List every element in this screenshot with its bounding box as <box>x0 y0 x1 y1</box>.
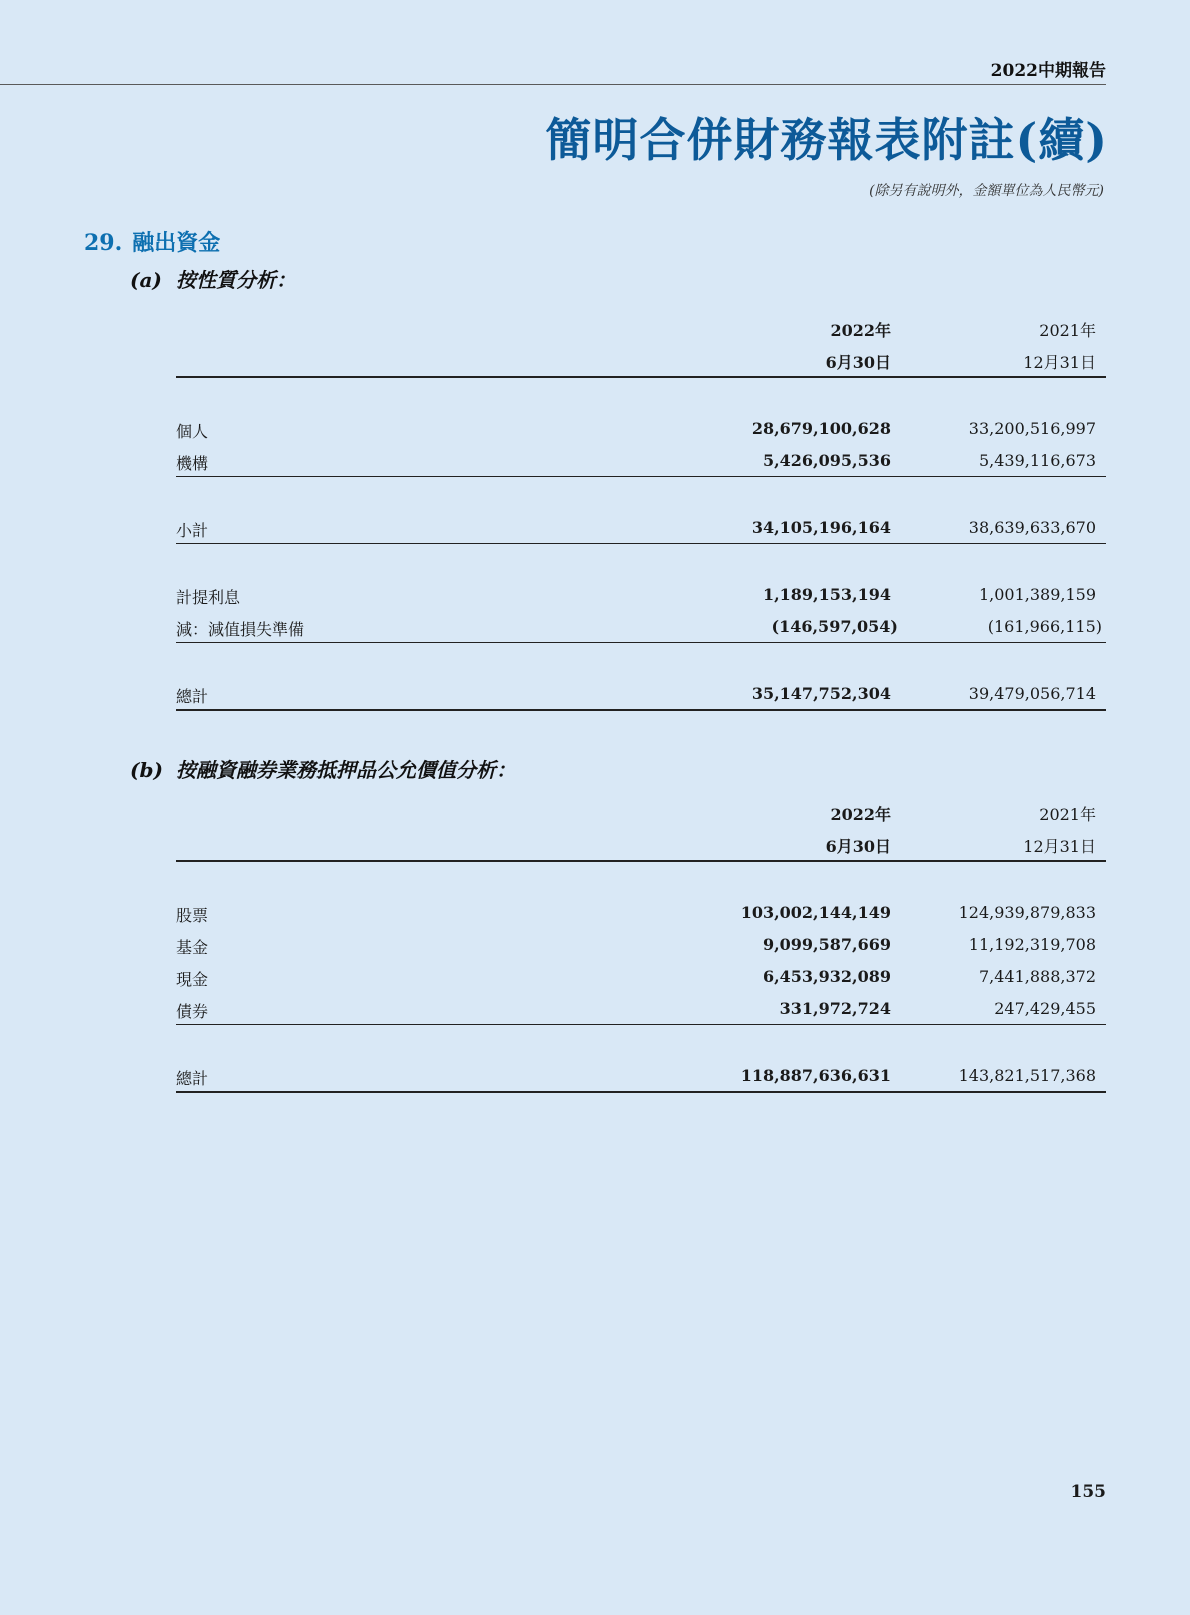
table-row <box>176 578 1106 610</box>
value-2022: 9,099,587,669 <box>762 935 891 954</box>
value-2022: 1,189,153,194 <box>762 585 891 604</box>
table-b-header-row-1 <box>176 796 1106 828</box>
table-a-header-row-1 <box>176 312 1106 344</box>
value-2021: 38,639,633,670 <box>968 518 1096 537</box>
total-rule <box>176 1091 1106 1093</box>
value-2021: 124,939,879,833 <box>958 903 1096 922</box>
table-a-header-row-2 <box>176 344 1106 376</box>
value-2021: 7,441,888,372 <box>978 967 1096 986</box>
header-divider <box>0 84 1106 85</box>
table-row <box>176 896 1106 928</box>
value-2021: 5,439,116,673 <box>978 451 1096 470</box>
value-2021: 11,192,319,708 <box>968 935 1096 954</box>
subsection-a-title: 按性質分析： <box>176 268 296 292</box>
table-row <box>176 444 1106 476</box>
value-2021: 1,001,389,159 <box>978 585 1096 604</box>
unit-note: (除另有說明外，金額單位為人民幣元) <box>869 183 1104 199</box>
subsection-a-label: (a) <box>130 268 162 292</box>
table-a-col2-date: 12月31日 <box>1023 353 1096 372</box>
table-row-total <box>176 1059 1106 1091</box>
table-b-col2-date: 12月31日 <box>1023 837 1096 856</box>
value-2022: 28,679,100,628 <box>751 419 891 438</box>
table-a-col1-date: 6月30日 <box>825 353 891 372</box>
row-label: 總計 <box>176 1069 209 1088</box>
value-2021: 143,821,517,368 <box>958 1066 1096 1085</box>
table-a-col1-year: 2022年 <box>830 321 891 340</box>
page-title: 簡明合併財務報表附註(續) <box>545 113 1108 167</box>
subsection-a-heading <box>130 264 296 293</box>
value-2022: 35,147,752,304 <box>751 684 891 703</box>
table-b-col1-year: 2022年 <box>830 805 891 824</box>
table-b-header-row-2 <box>176 828 1106 860</box>
row-label: 計提利息 <box>176 588 241 607</box>
table-a-col2-year: 2021年 <box>1039 321 1096 340</box>
value-2022: (146,597,054) <box>771 617 898 636</box>
total-rule <box>176 709 1106 711</box>
table-row-subtotal <box>176 511 1106 543</box>
table-b-col2-year: 2021年 <box>1039 805 1096 824</box>
table-b <box>176 796 1106 1093</box>
row-label: 股票 <box>176 906 209 925</box>
value-2022: 331,972,724 <box>779 999 891 1018</box>
row-label: 小計 <box>176 521 209 540</box>
table-row <box>176 960 1106 992</box>
value-2022: 103,002,144,149 <box>740 903 891 922</box>
row-label: 機構 <box>176 454 209 473</box>
value-2022: 118,887,636,631 <box>740 1066 891 1085</box>
row-label: 個人 <box>176 422 209 441</box>
report-name: 2022中期報告 <box>990 61 1106 81</box>
subsection-b-label: (b) <box>130 758 163 782</box>
value-2022: 34,105,196,164 <box>751 518 891 537</box>
section-heading <box>84 226 220 257</box>
value-2022: 6,453,932,089 <box>762 967 891 986</box>
subsection-b-heading <box>130 754 516 783</box>
value-2021: (161,966,115) <box>987 617 1102 636</box>
table-row <box>176 610 1106 642</box>
section-title: 融出資金 <box>132 230 221 256</box>
row-label: 減：減值損失準備 <box>176 620 305 639</box>
table-row-total <box>176 677 1106 709</box>
value-2021: 39,479,056,714 <box>968 684 1096 703</box>
page-number: 155 <box>1070 1482 1106 1502</box>
table-b-col1-date: 6月30日 <box>825 837 891 856</box>
row-label: 現金 <box>176 970 209 989</box>
value-2021: 247,429,455 <box>994 999 1096 1018</box>
table-row <box>176 992 1106 1024</box>
subsection-b-title: 按融資融券業務抵押品公允價值分析： <box>176 758 516 782</box>
row-label: 總計 <box>176 687 209 706</box>
row-label: 基金 <box>176 938 209 957</box>
table-row <box>176 412 1106 444</box>
table-row <box>176 928 1106 960</box>
section-number: 29. <box>84 230 123 256</box>
value-2022: 5,426,095,536 <box>762 451 891 470</box>
value-2021: 33,200,516,997 <box>968 419 1096 438</box>
table-a <box>176 312 1106 711</box>
row-label: 債券 <box>176 1002 209 1021</box>
